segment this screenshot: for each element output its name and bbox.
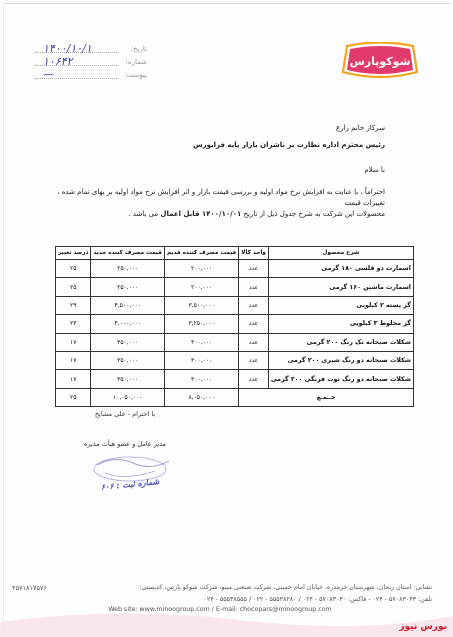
table-row: اسمارت دو قلسی ۱۸۰ گرمی عدد ۲۰۰,۰۰۰ ۲۵۰,۰۰۰ ۲۵ [56, 260, 414, 278]
attachment-row [35, 70, 147, 83]
number-label: شماره: [125, 58, 147, 66]
table-row: گز پسته ۲ کیلویی عدد ۳,۵۰۰,۰۰۰ ۴,۵۰۰,۰۰۰ ۲۹ [56, 296, 414, 314]
attachment-value: — [43, 68, 54, 81]
table-row: شکلات صبحانه تک رنگ ۲۰۰ گرمی عدد ۳۰۰,۰۰۰ ۳۵۰,۰۰۰ ۱۷ [56, 333, 414, 351]
signatory-title: مدیر عامل و عضو هیأت مدیره [83, 440, 167, 448]
letter-paragraph [40, 187, 385, 220]
chocopars-logo [341, 42, 419, 82]
table-row: گز مخلوط ۳ کیلویی عدد ۳,۲۵۰,۰۰۰ ۴,۰۰۰,۰۰۰ ۲۳ [56, 315, 414, 333]
date-label: تاریخ: [130, 45, 147, 53]
effective-date: ۱۴۰۰/۱۰/۰۱ قابل اعمال [160, 210, 242, 218]
col-old-price: قیمت مصرف کننده قدیم [164, 247, 238, 260]
registration-number: شماره ثبت : ۶۰۶ [100, 476, 160, 493]
recipient-line: رئیس محترم اداره نظارت بر ناشران بازار پایه فرابورس [192, 141, 385, 149]
total-old-price: ۸,۰۵۰,۰۰۰ [164, 388, 238, 406]
paragraph-line-2: محصولات این شرکت به شرح جدول ذیل از تاریخ ۱۴۰۰/۱۰/۰۱ قابل اعمال می باشد . [128, 210, 385, 218]
footer-phones: تلفن: ۵۷۰۸۳۰۴۳ - ۰۲۴ - فاکس: ۵۷۰۸۳۰۳۰ - ۰۲۴ / ۵۵۵۳۸۲۸۰ - ۰۲۲ / ۵۵۵۳۸۵۵۵ - ۰۲۴ [203, 596, 432, 603]
bourse-news-watermark: بورس نیوز [399, 622, 447, 632]
price-change-table [55, 246, 414, 407]
total-label: جــمـع [239, 388, 414, 406]
letter-header-fields [35, 44, 147, 83]
letter-footer [0, 582, 453, 637]
table-row: شکلات صبحانه دو رنگ توت فرنگی ۲۰۰ گرمی عدد ۳۰۰,۰۰۰ ۳۵۰,۰۰۰ ۱۷ [56, 370, 414, 388]
signatory-name: با احترام - علی مشایخ [94, 410, 156, 418]
table-total-row [56, 388, 414, 406]
total-change: ۲۵ [56, 388, 91, 406]
total-new-price: ۱۰,۰۵۰,۰۰۰ [91, 388, 165, 406]
logo-text: شوکوپارس [349, 55, 411, 68]
footer-web: Web site: www.minoogroup.com / E-mail: chocopars@minoogroup.com [108, 606, 332, 613]
table-row: شکلات صبحانه دو رنگ شیری ۲۰۰ گرمی عدد ۳۰۰,۰۰۰ ۳۵۰,۰۰۰ ۱۷ [56, 351, 414, 369]
table-header-row [56, 247, 414, 260]
greeting: با سلام [364, 166, 385, 174]
col-unit: واحد کالا [239, 247, 269, 260]
signature-block [80, 410, 170, 448]
col-product: شرح محصول [268, 247, 413, 260]
date-value: ۱۴۰۰/۱۰/۱ [43, 42, 92, 55]
number-value: ۱۰۶۴۲ [43, 55, 73, 68]
paragraph-line-1: احتراماً ، با عنایت به افزایش نرخ مواد اولیه و بررسی قیمت بازار و اثر افزایش نرخ مواد اولیه بر بهای تمام شده ، تغییرات قیمت [57, 188, 385, 207]
salutation: سرکار خانم زارع [336, 124, 385, 132]
col-new-price: قیمت مصرف کننده جدید [91, 247, 165, 260]
postal-code: ۴۵۷۱۸۱۷۵۷۶ [12, 584, 50, 592]
footer-address: نشانی: استان زنجان، شهرستان خرمدره، خیابان امام خمینی، شرکت صنعتی مینو، شرکت شوکو پارس، کدپستی: [139, 584, 432, 591]
attachment-label: پیوست: [124, 71, 147, 79]
col-change: درصد تغییر [56, 247, 91, 260]
table-row: اسمارت ماشین ۱۶۰ گرمی عدد ۲۰۰,۰۰۰ ۲۵۰,۰۰۰ ۲۵ [56, 278, 414, 296]
